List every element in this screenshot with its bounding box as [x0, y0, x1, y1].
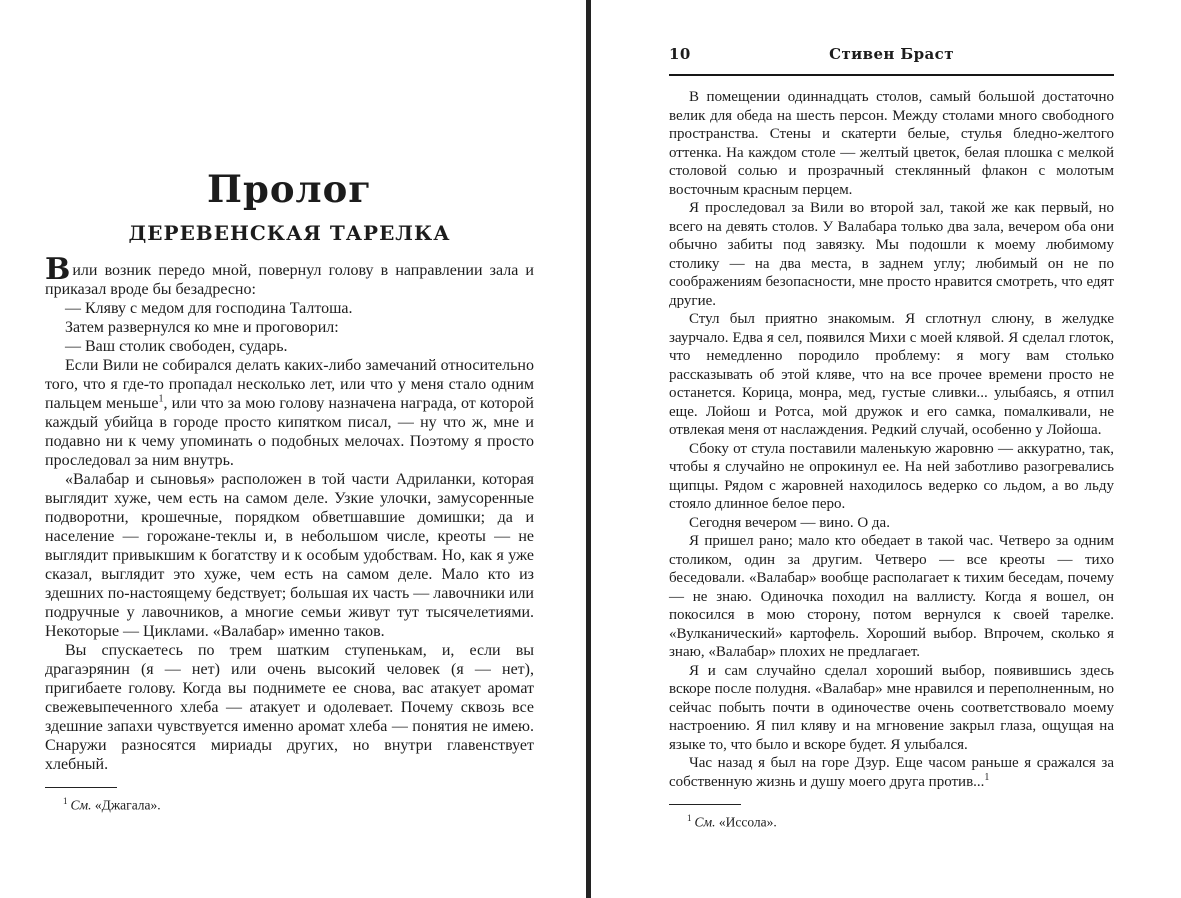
- chapter-title: Пролог: [207, 167, 372, 211]
- footnote-block: [45, 787, 534, 814]
- footnote-text: [45, 793, 534, 814]
- paragraph: Я и сам случайно сделал хороший выбор, появившись здесь вскоре после полудня. «Валабар» мне нравился и переполненным, но сейчас побыть почти в одиночестве очень соответствовало моему настроению. Я пил кляву и на мгновение закрыл глаза, ощущая на языке то, что было и вскоре будет. Я улыбался.: [669, 662, 1114, 753]
- footnote-reference-title: «Иссола».: [715, 814, 777, 830]
- footnote-marker: 1: [63, 795, 68, 806]
- dialogue-line: — Ваш столик свободен, сударь.: [65, 337, 288, 355]
- page-spine-divider: [586, 0, 591, 898]
- running-header: [669, 45, 1114, 76]
- paragraph: Я пришел рано; мало кто обедает в такой час. Четверо за одним столиком, один за другим. Четверо — все креоты — тихо беседовали. «Валабар» вообще располагает к тихим беседам, почему — не знаю. Одиночка походил на валлисту. Когда я вошел, он покосился в мою сторону, потом вернулся к своей тарелке. «Вулканический» картофель. Хороший выбор. Впрочем, сколько я знаю, «Валабар» плохих не предлагает.: [669, 533, 1114, 660]
- paragraph: Я проследовал за Вили во второй зал, такой же как первый, но всего на девять столов. У Валабара только два зала, вечером оба они обычно забиты под завязку. Мы подошли к моему любимому столику — на два места, в заднем углу; любимый он не по соображениям безопасности, мне просто нравится смотреть, что едят другие.: [669, 200, 1114, 309]
- running-title: Стивен Браст: [829, 45, 954, 63]
- drop-cap: В: [45, 251, 71, 287]
- paragraph-text: , или что за мою голову назначена награда, от которой каждый убийца в городе просто кипятком писал, — ну что ж, мне и подавно ни к чему упоминать о подобных мелочах. Поэтому я просто проследовал за ним внутрь.: [45, 394, 534, 469]
- paragraph-with-footnote: [669, 754, 1114, 791]
- dialogue-line: — Кляву с медом для господина Талтоша.: [65, 299, 353, 317]
- footnote-reference-title: «Джагала».: [91, 797, 161, 813]
- footnote-ref: 1: [158, 393, 164, 405]
- paragraph: Сбоку от стула поставили маленькую жаровню — аккуратно, так, чтобы я случайно не опрокинул ее. На ней заботливо разогревались щипцы. Рядом с жаровней находилось ведерко со льдом, а во льду стояло длинное белое перо.: [669, 440, 1114, 512]
- right-page: [669, 45, 1114, 831]
- footnote-rule: [45, 787, 117, 788]
- footnote-text: [669, 810, 1114, 831]
- paragraph: Вы спускаетесь по трем шатким ступенькам, и, если вы драгаэрянин (я — нет) или очень высокий человек (я — нет), пригибаете голову. Когда вы поднимете ее снова, вас атакует аромат свежевыпеченного хлеба — атакует и одолевает. Почему сквозь все здешние запахи чувствуется именно аромат хлеба — понятия не имею. Снаружи разносятся мириады других, но внутри главенствует хлебный.: [45, 641, 534, 773]
- paragraph: Сегодня вечером — вино. О да.: [689, 514, 890, 531]
- opening-paragraph: [45, 251, 534, 299]
- footnote-marker: 1: [687, 813, 692, 823]
- chapter-subtitle: ДЕРЕВЕНСКАЯ ТАРЕЛКА: [128, 220, 451, 245]
- narration-line: Затем развернулся ко мне и проговорил:: [65, 318, 339, 336]
- footnote-block: [669, 804, 1114, 831]
- left-page: [45, 0, 534, 813]
- paragraph: «Валабар и сыновья» расположен в той части Адриланки, которая выглядит хуже, чем есть на самом деле. Узкие улочки, замусоренные подворотни, крошечные, порядком обветшавшие домишки; да и население — горожане-теклы и, в небольшом числе, креоты — не выглядит привыкшим к богатству и к особым удобствам. Но, как я уже сказал, выглядит это хуже, чем есть на самом деле. Мало кто из здешних по-настоящему бедствует; большая их часть — лавочники или подручные у лавочников, а многие семьи живут тут тысячелетиями. Некоторые — Циклами. «Валабар» именно таков.: [45, 470, 534, 640]
- footnote-rule: [669, 804, 741, 805]
- footnote-see-label: См.: [70, 797, 92, 813]
- paragraph-text: Если Вили не собирался делать каких-либо замечаний относительно того, что я где-то пропадал несколько лет, или что у меня стало одним пальцем меньше: [45, 356, 534, 412]
- opening-paragraph-text: или возник передо мной, повернул голову в направлении зала и приказал вроде бы безадресно:: [45, 261, 534, 298]
- paragraph-text: Час назад я был на горе Дзур. Еще часом раньше я сражался за собственную жизнь и душу моего друга против...: [669, 755, 1114, 790]
- right-page-body: [669, 88, 1114, 791]
- paragraph: Стул был приятно знакомым. Я сглотнул слюну, в желудке заурчало. Едва я сел, появился Михи с моей клявой. Я сделал глоток, что немедленно породило проблему: я могу вам столько рассказывать об этой кляве, что на все прочее времени просто не останется. Корица, монра, мед, густые сливки... улыбаясь, я отпил еще. Лойош и Ротса, мой дружок и его самка, помалкивали, не отвлекая меня от наслаждения. Редкий случай, особенно у Лойоша.: [669, 311, 1114, 438]
- paragraph: В помещении одиннадцать столов, самый большой достаточно велик для обеда на шесть персон. Между столами много свободного пространства. Стены и скатерти белые, стулья бледно-желтого оттенка. На каждом столе — желтый цветок, белая плошка с мелкой столовой солью и прозрачный стеклянный флакон с молотым восточным красным перцем.: [669, 89, 1114, 198]
- footnote-ref: 1: [984, 771, 990, 783]
- paragraph-with-footnote: [45, 356, 534, 470]
- page-number: 10: [669, 45, 691, 63]
- left-page-body: [45, 251, 534, 774]
- footnote-see-label: См.: [694, 814, 716, 830]
